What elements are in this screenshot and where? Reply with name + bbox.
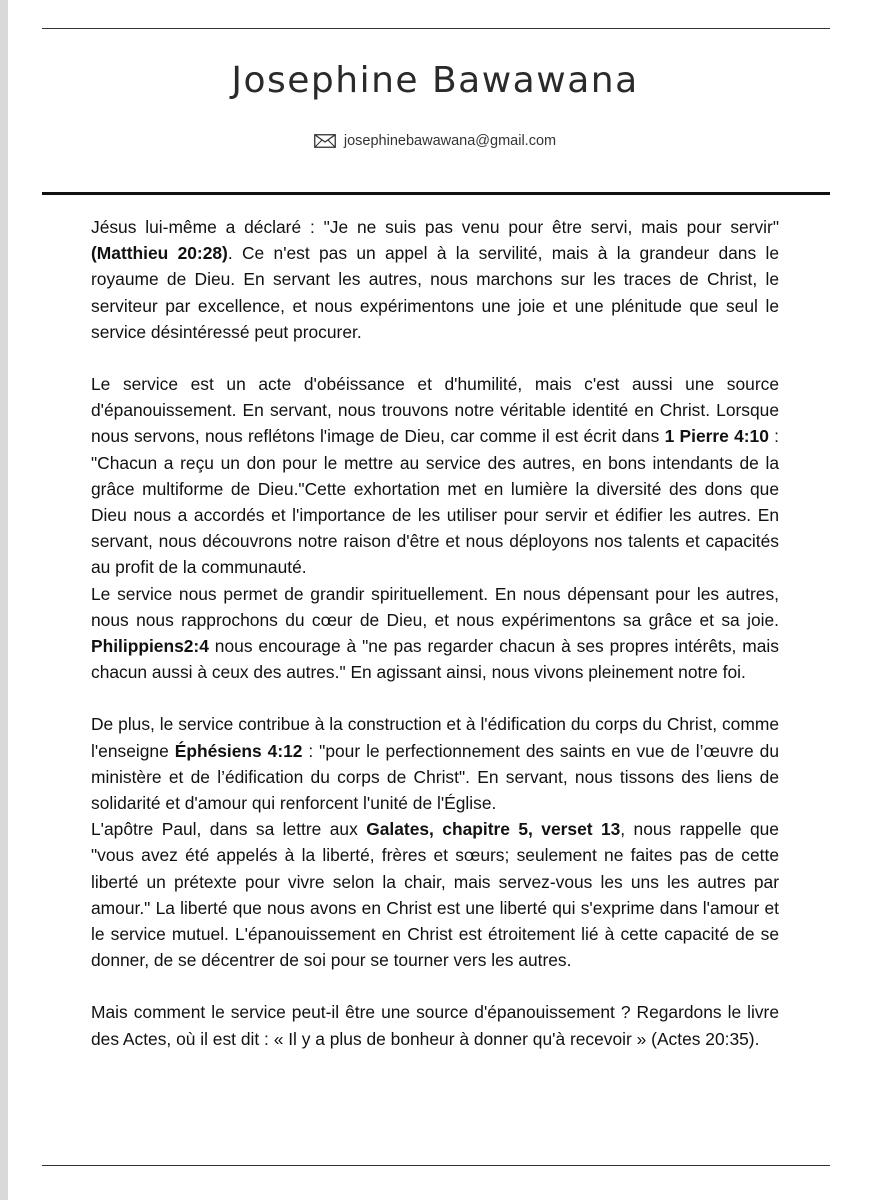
paragraph-1-text-a: Jésus lui-même a déclaré : "Je ne suis pas venu pour être servi, mais pour servir" <box>91 217 779 237</box>
bible-ref-galates: Galates, chapitre 5, verset 13 <box>366 819 621 840</box>
document-body <box>91 214 779 1052</box>
bible-ref-ephesiens: Éphésiens 4:12 <box>174 740 303 761</box>
paragraph-3-text-a: Le service nous permet de grandir spirituellement. En nous dépensant pour les autres, nous nous rapprochons du cœur de Dieu, et nous expérimentons sa grâce et sa joie. <box>91 583 779 630</box>
paragraph-5-text-b: , nous rappelle que "vous avez été appelés à la liberté, frères et sœurs; seulement ne faites pas de cette liberté un prétexte pour vivre selon la chair, mais servez-vous les uns les autres par amour." La liberté que nous avons en Christ est une liberté qui s'exprime dans l'amour et le service mutuel. L'épanouissement en Christ est étroitement lié à cette capacité de se donner, de se décentrer de soi pour se tourner vers les autres. <box>91 819 779 971</box>
page-edge-shadow <box>0 0 8 1200</box>
paragraph-6 <box>91 999 779 1051</box>
envelope-icon <box>314 134 336 148</box>
paragraph-2 <box>91 371 779 581</box>
paragraph-5 <box>91 816 779 973</box>
bible-ref-1-pierre: 1 Pierre 4:10 <box>664 426 769 447</box>
paragraph-1 <box>91 214 779 345</box>
author-name: Josephine Bawawana <box>231 60 639 101</box>
paragraph-4-text-b: : "pour le perfectionnement des saints en vue de l’œuvre du ministère et de l’édification du corps de Christ". En servant, nous tissons des liens de solidarité et d'amour qui renforcent l'unité de l'Église. <box>91 740 779 814</box>
paragraph-5-text-a: L'apôtre Paul, dans sa lettre aux <box>91 819 367 840</box>
bottom-rule <box>42 1165 830 1166</box>
paragraph-2-text-a: Le service est un acte d'obéissance et d'humilité, mais c'est aussi une source d'épanouissement. En servant, nous trouvons notre véritable identité en Christ. Lorsque nous servons, nous reflétons l'image de Dieu, car comme il est écrit dans <box>91 374 779 447</box>
paragraph-4-text-a: De plus, le service contribue à la construction et à l'édification du corps du Christ, comme l'enseigne <box>91 714 779 761</box>
top-rule <box>42 28 830 29</box>
email-address[interactable]: josephinebawawana@gmail.com <box>343 133 557 149</box>
paragraph-3-text-b: nous encourage à "ne pas regarder chacun à ses propres intérêts, mais chacun aussi à ceux des autres." En agissant ainsi, nous vivons pleinement notre foi. <box>91 636 779 683</box>
header-rule <box>42 192 830 195</box>
bible-ref-philippiens: Philippiens2:4 <box>91 636 209 657</box>
email-row <box>0 133 870 149</box>
bible-ref-matthieu: (Matthieu 20:28) <box>91 243 228 264</box>
paragraph-1-text-b: . Ce n'est pas un appel à la servilité, mais à la grandeur dans le royaume de Dieu. En servant les autres, nous marchons sur les traces de Christ, le serviteur par excellence, et nous expérimentons une joie et une plénitude que seul le service désintéressé peut procurer. <box>91 243 779 342</box>
paragraph-3 <box>91 581 779 686</box>
paragraph-2-text-b: : "Chacun a reçu un don pour le mettre au service des autres, en bons intendants de la grâce multiforme de Dieu."Cette exhortation met en lumière la diversité des dons que Dieu nous a accordés et l'importance de les utiliser pour servir et édifier les autres. En servant, nous découvrons notre raison d'être et nous déployons nos talents et capacités au profit de la communauté. <box>91 426 780 578</box>
paragraph-6-text: Mais comment le service peut-il être une source d'épanouissement ? Regardons le livre des Actes, où il est dit : « Il y a plus de bonheur à donner qu'à recevoir » (Actes 20:35). <box>91 1002 779 1049</box>
paragraph-4 <box>91 711 779 816</box>
